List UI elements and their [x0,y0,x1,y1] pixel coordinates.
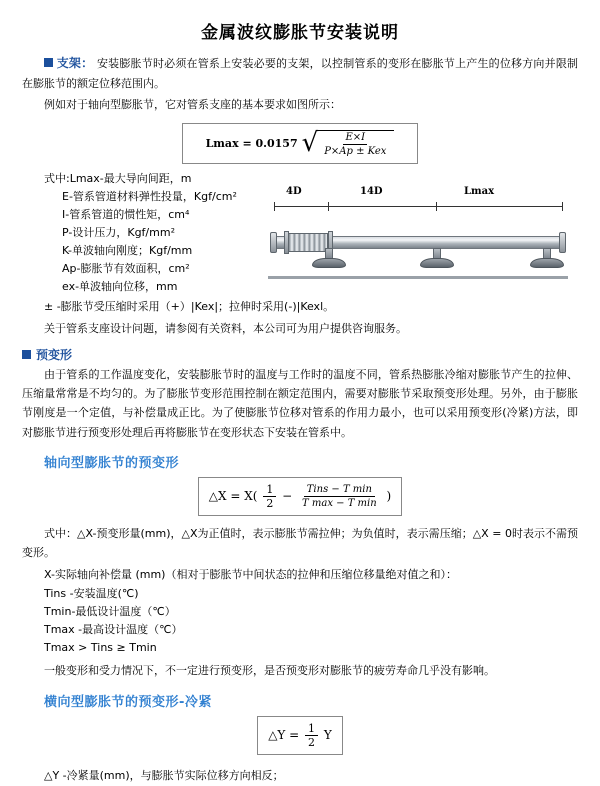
diagram-column [272,170,578,291]
definition-line: Tmin-最低设计温度（℃） [44,604,176,618]
radicand [318,130,394,157]
pipe-support [530,248,564,270]
diagram-dimension-labels [268,186,568,202]
definition-line: Tmax > Tins ≥ Tmin [44,640,157,654]
definition-line: 式中:Lmax-最大导向间距，m [44,171,192,185]
flange [284,231,289,254]
lateral-equation [22,716,578,755]
predeform-heading: 预变形 [36,347,73,362]
ground-line [268,276,568,279]
definition-line: ex-单波轴向位移，mm [62,280,178,294]
axial-heading: 轴向型膨胀节的预变形 [44,455,180,471]
lmax-formula-lhs: Lmax = 0.0157 [205,136,298,150]
radicand-denominator: P×Ap ± Kex [324,145,387,157]
definitions-and-diagram [22,170,578,297]
definitions-column [22,170,272,297]
lateral-eq-half-den: 2 [308,736,316,750]
axial-eq-half-num: 1 [263,483,276,497]
section-axial [22,452,578,680]
lateral-note: △Y -冷紧量(mm)，与膨胀节实际位移方向相反； [44,769,284,783]
definition-line: K-单波轴向刚度；Kgf/mm [62,244,193,258]
diagram-dimension-ticks [268,202,568,211]
pipe-support [420,248,454,270]
lateral-eq-rhs: Y [323,728,332,743]
axial-eq-half-fraction [263,483,276,510]
axial-eq-temp-num: Tins − T min [304,484,375,497]
pipe-assembly [268,220,568,284]
definition-line: Tmax -最高设计温度（℃） [44,622,183,636]
dimension-label-4d: 4D [286,185,302,197]
definition-line: Tins -安装温度(℃) [44,586,139,600]
lmax-formula [182,123,418,164]
axial-eq-minus: − [282,488,293,503]
dimension-label-lmax: Lmax [464,185,495,197]
dimension-label-14d: 14D [360,185,383,197]
axial-eq-temp-den: T max − T min [302,497,377,509]
radicand-numerator: E×I [345,131,366,143]
expansion-joint-diagram [268,186,568,291]
definition-line: I-管系管道的惯性矩，cm⁴ [62,207,190,221]
predeform-paragraph: 由于管系的工作温度变化，安装膨胀节时的温度与工作时的温度不同，管系热膨胀冷缩对膨胀节产生的拉伸、压缩量常常是不均匀的。为了膨胀节变形范围控制在额定范围内，需要对膨胀节采取预变形处理。另外，由于膨胀节刚度是一个定值，与补偿量成正比。为了使膨胀节位移对管系的作用力最小，也可以采用预变形(冷紧)方法，即对膨胀节进行预变形处理后再将膨胀节在变形状态下安装在管系中。 [22,367,578,439]
definition-line: Ap-膨胀节有效面积，cm² [62,262,190,276]
lateral-eq-half-num: 1 [305,722,318,736]
axial-note: 一般变形和受力情况下，不一定进行预变形，是否预变形对膨胀节的疲劳寿命几乎没有影响。 [44,664,495,678]
bracket-closing-text: 关于管系支座设计问题，请参阅有关资料，本公司可为用户提供咨询服务。 [44,321,407,335]
lateral-equation-box [257,716,343,755]
square-root-icon [301,127,395,158]
axial-eq-rhs: ) [386,488,392,503]
lateral-eq-lhs: △Y = [268,728,300,743]
radical-sign: √ [301,127,319,158]
page-title: 金属波纹膨胀节安装说明 [201,23,399,43]
axial-eq-temp-fraction [299,484,380,509]
pipe-support [312,248,346,270]
lateral-heading: 横向型膨胀节的预变形-冷紧 [44,695,212,711]
section-predeform [22,346,578,442]
axial-eq-lhs: △X = X( [208,488,258,503]
definition-line: X-实际轴向补偿量 (mm)（相对于膨胀节中间状态的拉伸和压缩位移量绝对值之和）： [44,568,457,582]
axial-eq-half-den: 2 [266,496,274,510]
section-lateral [22,691,578,785]
definition-line: E-管系管道材料弹性投量，Kgf/cm² [62,189,237,203]
axial-where-intro: 式中：△X-预变形量(mm)，△X为正值时，表示膨胀节需拉伸；为负值时，表示需压缩；△X = 0时表示不需预变形。 [22,526,578,560]
blue-square-icon [22,350,31,359]
section-bracket [22,53,578,338]
pipe-end-cap [270,232,277,253]
bracket-intro-paragraph [22,53,578,93]
bracket-example-text: 例如对于轴向型膨胀节，它对管系支座的基本要求如图所示： [44,98,341,112]
bracket-heading: 支架： [56,56,94,70]
axial-equation-box [198,477,402,516]
predeform-heading-row [22,346,578,363]
lateral-eq-half-fraction [305,722,318,749]
blue-square-icon [44,58,53,67]
definition-line: P-设计压力，Kgf/mm² [62,225,175,239]
axial-equation [22,477,578,516]
bracket-intro-text: 安装膨胀节时必须在管系上安装必要的支架，以控制管系的变形在膨胀节上产生的位移方向并限制在膨胀节的额定位移范围内。 [22,57,579,90]
definition-line: ± -膨胀节受压缩时采用（+）|Kex|；拉伸时采用(-)|Kexl。 [44,300,335,314]
